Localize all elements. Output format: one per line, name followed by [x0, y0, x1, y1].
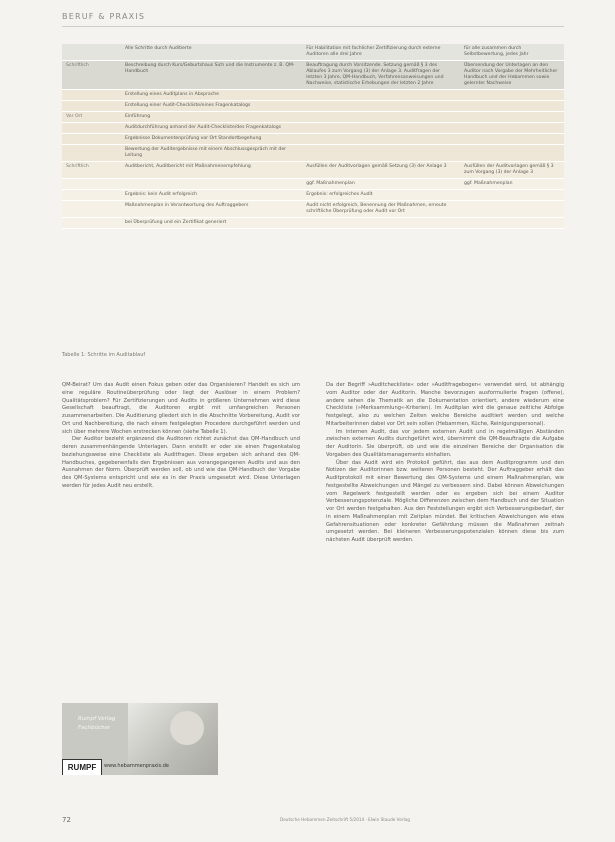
table-row: [62, 134, 564, 145]
table-row: [62, 190, 564, 201]
table-cell: [460, 218, 564, 229]
table-cell-phase: [62, 145, 121, 162]
table-cell: [302, 145, 460, 162]
paragraph: Im internen Audit, das vor jedem externen Audit und in regelmäßigen Abständen zwischen externen Audits durchgeführt wird, übernimmt die QM-Beauftragte die Aufgabe der Auditorin. Sie überprüft, ob und wie die einzelnen Bereiche der Organisation die Vorgaben des Qualitätsmanagements einhalten.: [326, 428, 564, 458]
table-cell: [460, 112, 564, 123]
table-cell-phase: [62, 90, 121, 101]
audit-steps-table: [62, 44, 564, 229]
table-row: [62, 201, 564, 218]
table-row: [62, 145, 564, 162]
table-row: [62, 90, 564, 101]
table-row: [62, 101, 564, 112]
table-cell: Beschreibung durch Kurs/Geburtshaus Sich und die Instrumente z. B. QM-Handbuch: [121, 61, 302, 90]
table-cell: Ergebnis: erfolgreiches Audit: [302, 190, 460, 201]
paragraph: Der Auditor bezieht ergänzend die Auditoren richtet zunächst das QM-Handbuch und deren zusammenhängende Unterlagen. Dann erstellt er oder sie einen Fragenkatalog beziehungsweise eine Checkliste als Auditfragen. Diese ergeben sich anhand des QM-Handbuches, gegebenenfalls den Ergebnissen aus vorangegangenen Audits und aus den Ausnahmen der Norm. Überprüft werden soll, ob und wie das QM-Handbuch der Vorgabe des QM-Systems entspricht und wie es in der Praxis umgesetzt wird. Diese Unterlagen werden für jedes Audit neu erstellt.: [62, 436, 300, 489]
table-cell: [460, 201, 564, 218]
table-cell: Beauftragung durch Vorsitzende. Setzung gemäß § 3 des Ablaufes 3 zum Vorgang (3) der Anlage 3. Auditfragen der letzten 3 Jahre, QM-Handbuch, Verfahrensanweisungen und Nachweise, statistische Erhebungen der letzten 2 Jahre: [302, 61, 460, 90]
table-cell-phase: [62, 44, 121, 61]
table-cell: für alle zusammen durch Selbstbewertung, jedes Jahr: [460, 44, 564, 61]
table-row: [62, 44, 564, 61]
table-cell: [302, 101, 460, 112]
ad-logo: RUMPF: [62, 759, 102, 775]
table-row: [62, 218, 564, 229]
table-cell: ggf. Maßnahmenplan: [302, 179, 460, 190]
table-cell: Übersendung der Unterlagen an den Auditor nach Vorgabe der Mehrheitlicher Handbuch und der Hebammen sowie gelernter Nachweise: [460, 61, 564, 90]
ad-tagline-line: Fachbücher: [78, 725, 111, 731]
table-cell: [460, 101, 564, 112]
ad-tagline: [78, 715, 178, 733]
table-cell: [302, 218, 460, 229]
table-cell: Audit nicht erfolgreich, Benennung der Maßnahmen, erneute schriftliche Überprüfung oder Audit vor Ort: [302, 201, 460, 218]
table-cell-phase: [62, 201, 121, 218]
table-cell-phase: [62, 190, 121, 201]
table-cell: Auditdurchführung anhand der Audit-Checkliste/des Fragenkatalogs: [121, 123, 302, 134]
table-cell: ggf. Maßnahmenplan: [460, 179, 564, 190]
table-cell: Ergebnis: kein Audit erfolgreich: [121, 190, 302, 201]
table-row: [62, 123, 564, 134]
table-cell: Bewertung der Auditergebnisse mit einem Abschlussgespräch mit der Leitung: [121, 145, 302, 162]
table-cell: [460, 123, 564, 134]
table-cell: [302, 90, 460, 101]
table-row: [62, 162, 564, 179]
table-cell-phase: Schriftlich: [62, 61, 121, 90]
running-header: BERUF & PRAXIS: [62, 12, 146, 21]
table-row: [62, 61, 564, 90]
table-cell: [302, 134, 460, 145]
table-cell: Alle Schritte durch Auditierte: [121, 44, 302, 61]
table-cell: Auditbericht, Auditbericht mit Maßnahmenempfehlung: [121, 162, 302, 179]
table-cell-phase: [62, 101, 121, 112]
paragraph: Da der Begriff »Auditcheckliste« oder »Auditfragebogen« verwendet wird, ist abhängig vom Auditor oder der Auditorin. Manche bevorzugen ausformulierte Fragen (offene), andere sehen die Thematik an die Dokumentation orientiert, andere wiederum eine Checkliste (»Merksammlung«-Kriterien). Im Auditplan wird die genaue zeitliche Abfolge festgelegt, also zu welchen Zeiten welche Bereiche auditiert werden und welche Mitarbeiterinnen dabei vor Ort sein sollen (Hebammen, Küche, Reinigungspersonal).: [326, 382, 564, 427]
advertisement[interactable]: [62, 703, 218, 775]
table-cell: Einführung: [121, 112, 302, 123]
paragraph: QM-Beirat? Um das Audit einen Fokus geben oder das Organisieren? Handelt es sich um eine reguläre Routineüberprüfung oder liegt der Auslöser in einem Problem? Qualitätsproblem? Für Zertifizierungen und Audits in größeren Unternehmen wird diese Gesellschaft beauftragt, die Auditoren ergibt mit umfangreichen Personen zusammenarbeiten. Die Auditierung gliedert sich in die Abschnitte Vorbereitung, Audit vor Ort und Nachbereitung, die nach einem festgelegten Procedere durchgeführt werden und sich über mehrere Wochen erstrecken können (siehe Tabelle 1).: [62, 382, 300, 435]
table-cell-phase: [62, 134, 121, 145]
paragraph: Über das Audit wird ein Protokoll geführt, das aus dem Auditprogramm und den Notizen der Auditorinnen bzw. weiteren Personen besteht. Der Auftraggeber erhält das Auditprotokoll mit einer Bewertung des QM-Systems und einem Maßnahmenplan, wie festgestellte Abweichungen und Mängel zu verbessern sind. Dabei können Abweichungen vom Regelwerk festgestellt werden oder es ergeben sich bei einem Auditor Verbesserungspotenziale. Mögliche Differenzen zwischen dem Handbuch und der Situation vor Ort werden festgehalten. Aus den Feststellungen ergibt sich Verbesserungsbedarf, der in einem Maßnahmenplan mit Zeitplan mündet. Bei kritischen Abweichungen wie etwa Gefahrensituationen oder konkreter Gefährdung müssen die Maßnahmen zeitnah umgesetzt werden. Bei kleineren Verbesserungspotenzialen können diese bis zum nächsten Audit überprüft werden.: [326, 459, 564, 543]
header-divider: [62, 26, 564, 27]
table-cell-phase: [62, 123, 121, 134]
table-cell: [302, 123, 460, 134]
table-cell-phase: [62, 218, 121, 229]
table-cell: [460, 190, 564, 201]
table-cell: [302, 112, 460, 123]
table-cell: [460, 90, 564, 101]
table-cell-phase: Vor Ort: [62, 112, 121, 123]
table-cell: Für Habilitation mit fachlicher Zertifizierung durch externe Auditoren alle drei Jahre: [302, 44, 460, 61]
table-cell: Erstellung einer Audit-Checkliste/eines Fragenkatalogs: [121, 101, 302, 112]
table-cell: Ergebnisse Dokumentenprüfung vor Ort Standortbegehung: [121, 134, 302, 145]
body-column-right: [326, 382, 564, 545]
page-number: 72: [62, 816, 71, 824]
table-cell: [121, 179, 302, 190]
table-cell: Ausfüllen der Auditvorlagen gemäß § 3 zum Vorgang (3) der Anlage 3: [460, 162, 564, 179]
table-row: [62, 179, 564, 190]
table-cell: [460, 134, 564, 145]
table-cell: Maßnahmenplan in Verantwortung des Auftraggebers: [121, 201, 302, 218]
table-cell: [460, 145, 564, 162]
body-column-left: [62, 382, 300, 491]
footer-citation: Deutsche Hebammen Zeitschrift 5/2014 · Elwin Staude Verlag: [280, 817, 410, 822]
table-cell: bei Überprüfung und ein Zertifikat generiert: [121, 218, 302, 229]
table-cell-phase: Schriftlich: [62, 162, 121, 179]
ad-url-link[interactable]: www.hebammenpraxis.de: [104, 763, 169, 769]
table-cell: Erstellung eines Auditplans in Absprache: [121, 90, 302, 101]
table-row: [62, 112, 564, 123]
ad-tagline-line: Rumpf Verlag: [78, 716, 116, 722]
table-cell-phase: [62, 179, 121, 190]
table-cell: Ausfüllen der Auditvorlagen gemäß Setzung (3) der Anlage 3: [302, 162, 460, 179]
table-caption: Tabelle 1: Schritte im Auditablauf: [62, 352, 146, 358]
